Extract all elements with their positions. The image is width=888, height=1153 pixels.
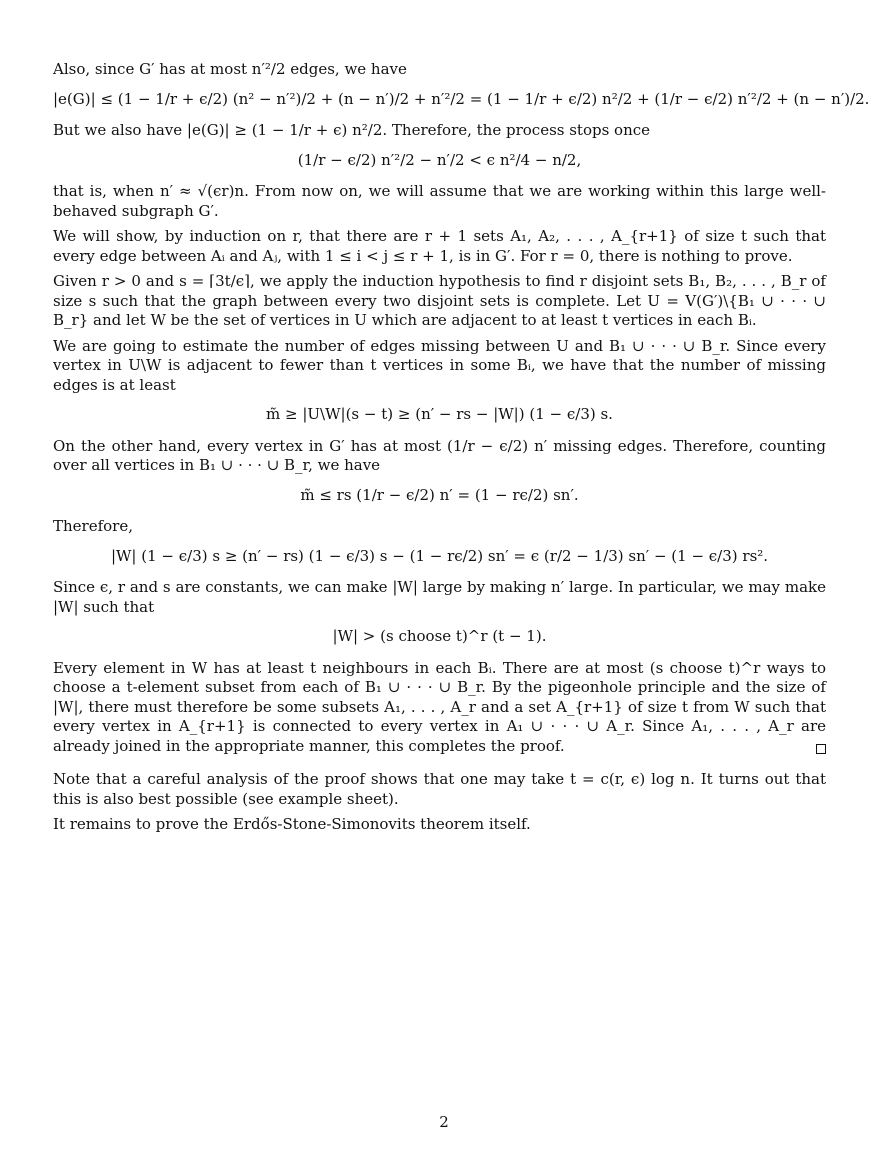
paragraph-other-hand: On the other hand, every vertex in G′ has at most (1/r − ϵ/2) n′ missing edges. Therefore, counting over all vertices in B₁ ∪ · · · ∪ B_r, we have <box>53 436 826 474</box>
paragraph-constants: Since ϵ, r and s are constants, we can make |W| large by making n′ large. In particular, we may make |W| such that <box>53 578 826 616</box>
paragraph-subgraph: that is, when n′ ≈ √(ϵr)n. From now on, we will assume that we are working within this large well-behaved subgraph G′. <box>53 182 826 220</box>
paragraph-process-stops: But we also have |e(G)| ≥ (1 − 1/r + ϵ) n²/2. Therefore, the process stops once <box>53 121 651 139</box>
equation-combined: |W| (1 − ϵ/3) s ≥ (n′ − rs) (1 − ϵ/3) s − (1 − rϵ/2) sn′ = ϵ (r/2 − 1/3) sn′ − (1 − ϵ/3) rs². <box>110 546 769 565</box>
paragraph-induction: We will show, by induction on r, that there are r + 1 sets A₁, A₂, . . . , A_{r+1} of size t such that every edge between Aᵢ and Aⱼ, with 1 ≤ i < j ≤ r + 1, is in G′. For r = 0, there is nothing to prove. <box>53 227 826 265</box>
paragraph-intro: Also, since G′ has at most n′²/2 edges, we have <box>53 60 407 78</box>
equation-upper-bound: m̃ ≤ rs (1/r − ϵ/2) n′ = (1 − rϵ/2) sn′. <box>300 485 579 504</box>
equation-edge-bound: |e(G)| ≤ (1 − 1/r + ϵ/2) (n² − n′²)/2 + (n − n′)/2 + n′²/2 = (1 − 1/r + ϵ/2) n²/2 + (1/r − ϵ/2) n′²/2 + (n − n′)/2. <box>53 89 870 108</box>
paragraph-missing-edges: We are going to estimate the number of edges missing between U and B₁ ∪ · · · ∪ B_r. Since every vertex in U\W is adjacent to fewer than t vertices in some Bᵢ, we have that the number of missing edges is at least <box>53 336 826 394</box>
paragraph-pigeonhole-text: Every element in W has at least t neighbours in each Bᵢ. There are at most (s choose t)^r ways to choose a t-element subset from each of B₁ ∪ · · · ∪ B_r. By the pigeonhole principle and the size of |W|, there must therefore be some subsets A₁, . . . , A_r and a set A_{r+1} of size t from W such that every vertex in A_{r+1} is connected to every vertex in A₁ ∪ · · · ∪ A_r. Since A₁, . . . , A_r are already joined in the appropriate manner, this completes the proof. <box>53 658 826 755</box>
equation-lower-bound: m̃ ≥ |U\W|(s − t) ≥ (n′ − rs − |W|) (1 − ϵ/3) s. <box>266 405 613 423</box>
equation-stopping-condition: (1/r − ϵ/2) n′²/2 − n′/2 < ϵ n²/4 − n/2, <box>297 150 582 169</box>
qed-square-icon <box>816 744 826 754</box>
paragraph-note: Note that a careful analysis of the proof shows that one may take t = c(r, ϵ) log n. It turns out that this is also best possible (see example sheet). <box>53 770 826 808</box>
paragraph-therefore: Therefore, <box>53 517 133 535</box>
equation-w-bound: |W| > (s choose t)^r (t − 1). <box>332 627 547 645</box>
paragraph-pigeonhole <box>53 659 826 757</box>
paragraph-remains: It remains to prove the Erdős-Stone-Simonovits theorem itself. <box>53 815 531 833</box>
paragraph-induction-step: Given r > 0 and s = ⌈3t/ϵ⌉, we apply the induction hypothesis to find r disjoint sets B₁, B₂, . . . , B_r of size s such that the graph between every two disjoint sets is complete. Let U = V(G′)\{B₁ ∪ · · · ∪ B_r} and let W be the set of vertices in U which are adjacent to at least t vertices in each Bᵢ. <box>53 272 826 329</box>
page-content <box>53 60 870 841</box>
page-number: 2 <box>439 1113 449 1131</box>
